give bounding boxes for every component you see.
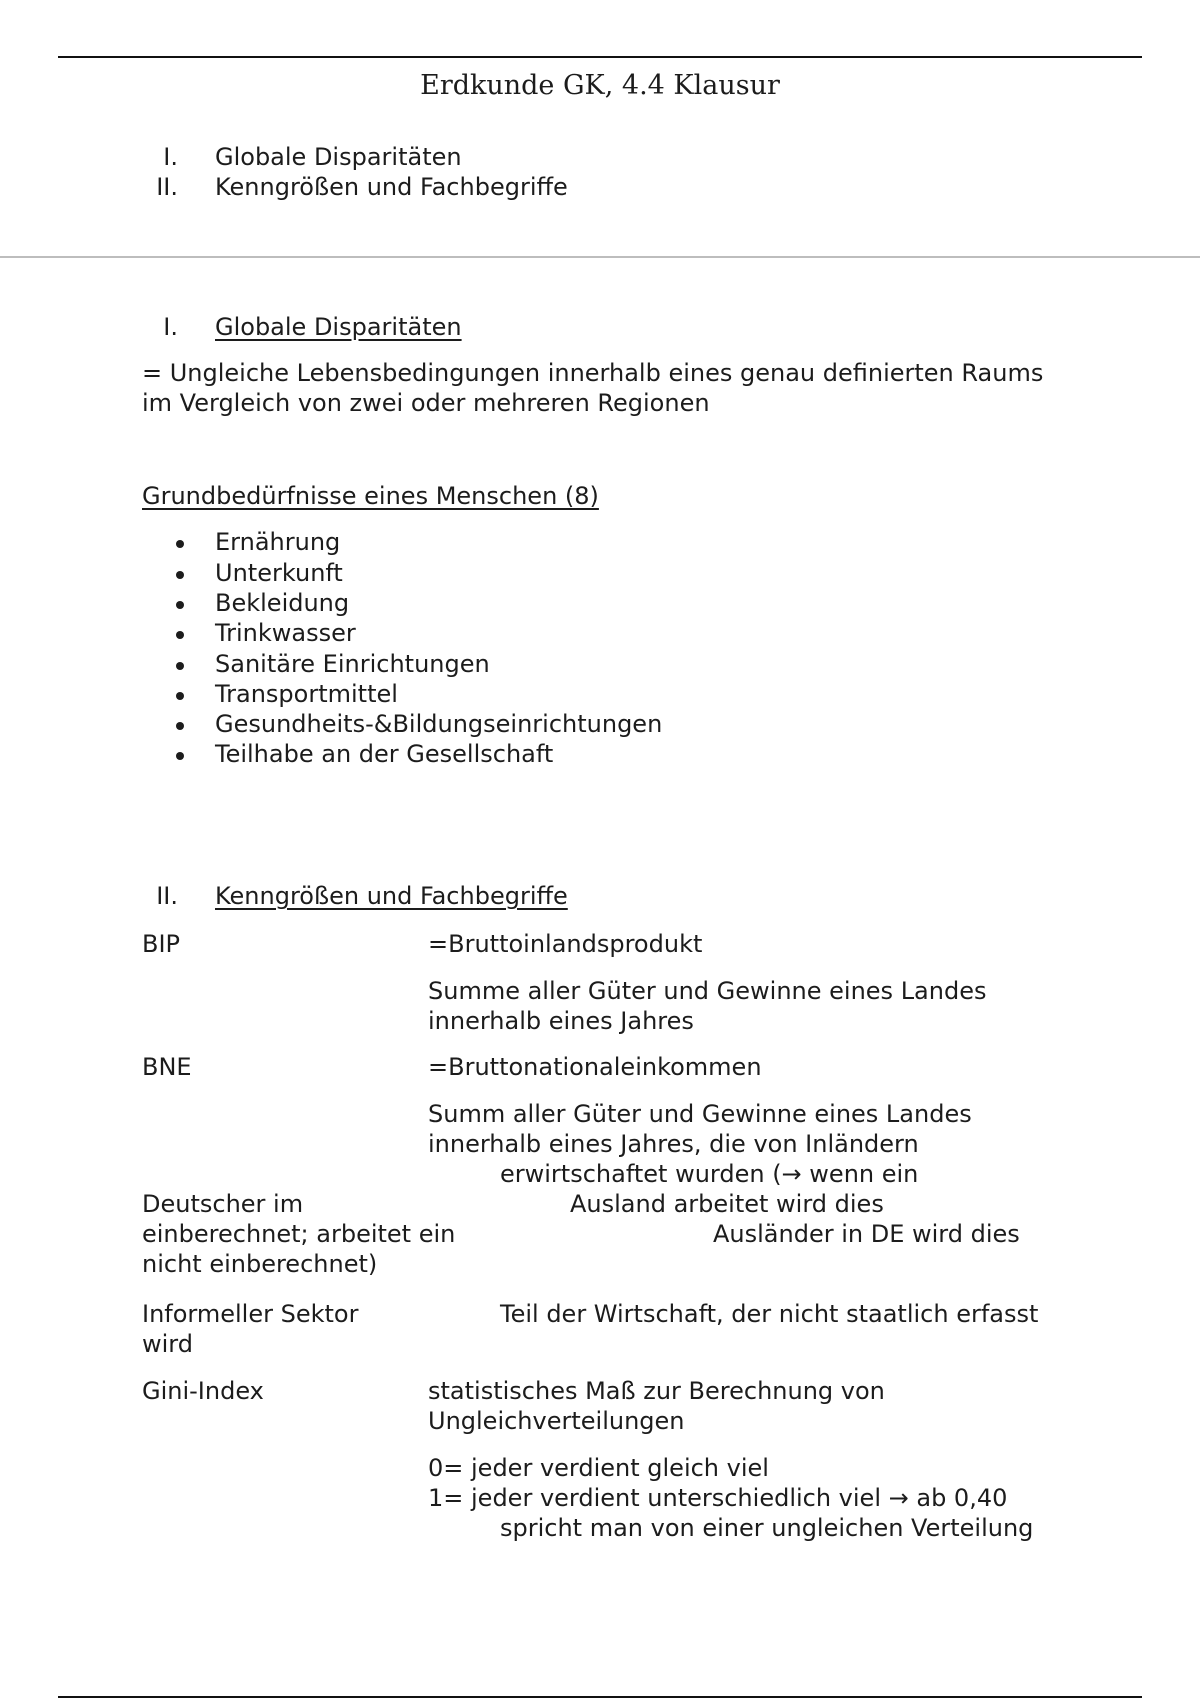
toc-item-1: Globale Disparitäten — [215, 143, 462, 171]
bullet-icon — [176, 752, 184, 760]
gini-scale: 0= jeder verdient gleich viel — [428, 1454, 769, 1482]
bip-description: Summe aller Güter und Gewinne eines Landes — [428, 977, 987, 1005]
bip-full-name: =Bruttoinlandsprodukt — [428, 930, 703, 958]
list-item: Sanitäre Einrichtungen — [215, 650, 490, 678]
section1-number: I. — [163, 313, 178, 341]
list-item: Unterkunft — [215, 559, 343, 587]
bullet-icon — [176, 722, 184, 730]
page-title: Erdkunde GK, 4.4 Klausur — [420, 70, 780, 101]
toc-number: I. — [163, 143, 178, 171]
gini-scale: spricht man von einer ungleichen Verteilung — [500, 1514, 1034, 1542]
term-informal-sector: Informeller Sektor — [142, 1300, 359, 1328]
section1-heading: Globale Disparitäten — [215, 313, 462, 341]
bullet-icon — [176, 571, 184, 579]
gini-description: Ungleichverteilungen — [428, 1407, 685, 1435]
definition-line: im Vergleich von zwei oder mehreren Regionen — [142, 389, 710, 417]
bne-description: Ausländer in DE wird dies — [713, 1220, 1020, 1248]
informal-sector-description-wrap: wird — [142, 1330, 193, 1358]
bullet-icon — [176, 662, 184, 670]
page-separator — [0, 256, 1200, 258]
definition-line: = Ungleiche Lebensbedingungen innerhalb eines genau definierten Raums — [142, 359, 1044, 387]
list-item: Ernährung — [215, 528, 341, 556]
bne-description: Deutscher im — [142, 1190, 304, 1218]
bne-description: erwirtschaftet wurden (→ wenn ein — [500, 1160, 919, 1188]
bullet-icon — [176, 692, 184, 700]
term-gini-index: Gini-Index — [142, 1377, 264, 1405]
bne-description: Ausland arbeitet wird dies — [570, 1190, 884, 1218]
needs-heading: Grundbedürfnisse eines Menschen (8) — [142, 482, 599, 510]
bottom-rule — [58, 1696, 1142, 1698]
list-item: Trinkwasser — [215, 619, 356, 647]
term-bip: BIP — [142, 930, 181, 958]
bne-description: innerhalb eines Jahres, die von Inländern — [428, 1130, 919, 1158]
bullet-icon — [176, 601, 184, 609]
list-item: Teilhabe an der Gesellschaft — [215, 740, 554, 768]
bullet-icon — [176, 631, 184, 639]
gini-description: statistisches Maß zur Berechnung von — [428, 1377, 885, 1405]
informal-sector-description: Teil der Wirtschaft, der nicht staatlich erfasst — [500, 1300, 1039, 1328]
list-item: Bekleidung — [215, 589, 350, 617]
list-item: Gesundheits-&Bildungseinrichtungen — [215, 710, 663, 738]
toc-number: II. — [156, 173, 178, 201]
section2-heading: Kenngrößen und Fachbegriffe — [215, 882, 568, 910]
list-item: Transportmittel — [215, 680, 398, 708]
bne-description: Summ aller Güter und Gewinne eines Landes — [428, 1100, 972, 1128]
bullet-icon — [176, 540, 184, 548]
toc-item-2: Kenngrößen und Fachbegriffe — [215, 173, 568, 201]
bne-description: nicht einberechnet) — [142, 1250, 378, 1278]
bip-description: innerhalb eines Jahres — [428, 1007, 694, 1035]
term-bne: BNE — [142, 1053, 192, 1081]
bne-description: einberechnet; arbeitet ein — [142, 1220, 456, 1248]
gini-scale: 1= jeder verdient unterschiedlich viel → ab 0,40 — [428, 1484, 1008, 1512]
section2-number: II. — [156, 882, 178, 910]
top-rule — [58, 56, 1142, 58]
bne-full-name: =Bruttonationaleinkommen — [428, 1053, 762, 1081]
